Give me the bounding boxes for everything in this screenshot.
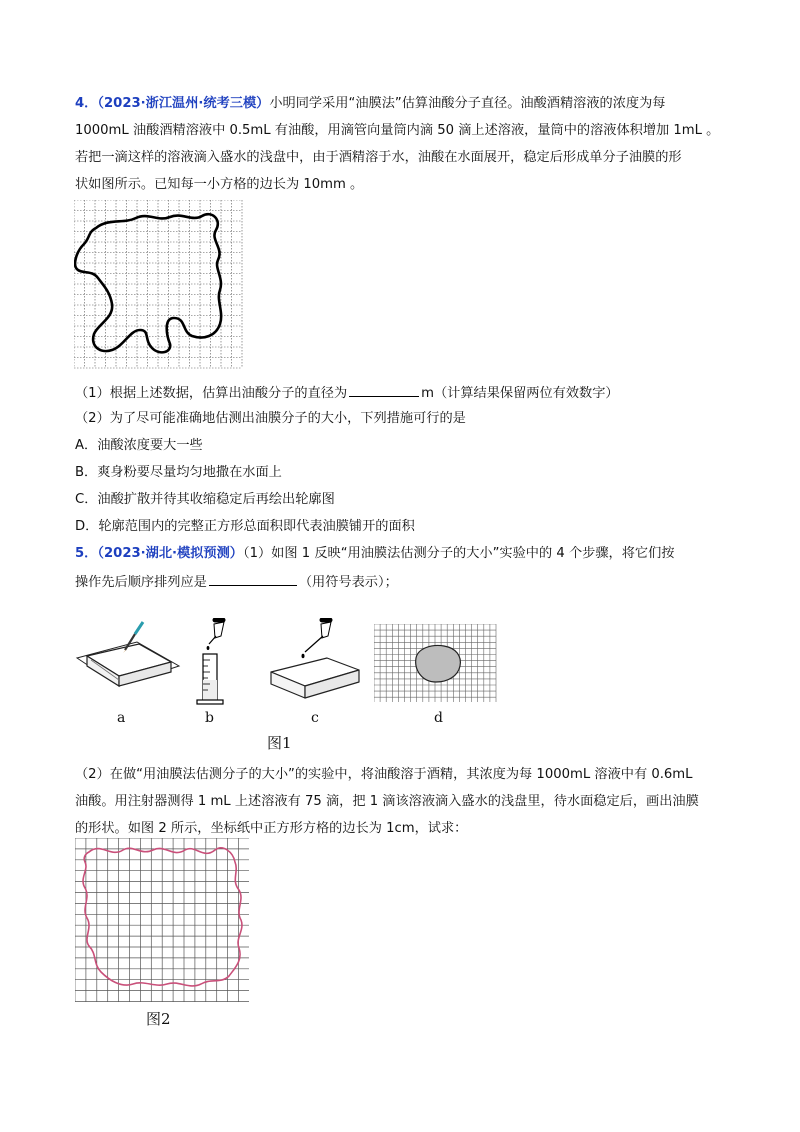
q4-sub1-answer-blank[interactable] [349, 383, 419, 397]
q5-number: 5． [75, 546, 98, 561]
fig1-caption: 图1 [267, 734, 292, 752]
fig2-oil-film-figure [75, 838, 251, 1004]
q4-line2: 1000mL 油酸酒精溶液中 0.5mL 有油酸，用滴管向量筒内滴 50 滴上述溶液，量筒中的溶液体积增加 1mL 。 [75, 123, 720, 138]
q4-sub1-unit: m（计算结果保留两位有效数字） [421, 386, 619, 401]
q4-option-c[interactable]: C．油酸扩散并待其收缩稳定后再绘出轮廓图 [75, 492, 335, 507]
q4-line4: 状如图所示。已知每一小方格的边长为 10mm 。 [75, 177, 364, 192]
q4-line3: 若把一滴这样的溶液滴入盛水的浅盘中，由于酒精溶于水，油酸在水面展开，稳定后形成单分子油膜的形 [75, 150, 682, 165]
q5-line2-post: （用符号表示）； [298, 575, 398, 590]
q4-oil-film-figure [74, 200, 244, 370]
q5-line2 [75, 572, 735, 592]
q5-sub2-line1: （2）在做“用油膜法估测分子的大小”的实验中，将油酸溶于酒精，其浓度为每 1000mL 溶液中有 0.6mL [75, 767, 693, 782]
q4-sub1-text: （1）根据上述数据，估算出油酸分子的直径为 [75, 386, 348, 401]
fig1-step-a [75, 620, 185, 702]
q5-order-answer-blank[interactable] [209, 572, 297, 586]
fig1-label-c: c [311, 710, 319, 726]
fig1-d-oil-film [416, 646, 461, 683]
q5-line1-text: （1）如图 1 反映“用油膜法估测分子的大小”实验中的 4 个步骤，将它们按 [243, 546, 675, 561]
q5-line2-text: 操作先后顺序排列应是 [75, 575, 207, 590]
fig1-step-c [265, 618, 365, 708]
q5-sub2-line3: 的形状。如图 2 所示，坐标纸中正方形方格的边长为 1cm，试求： [75, 821, 468, 836]
q5-line1 [75, 545, 735, 563]
q4-source: （2023·浙江温州·统考三模） [97, 96, 270, 111]
fig2-caption: 图2 [146, 1010, 171, 1028]
fig1-step-b [185, 618, 235, 708]
fig1-step-d [374, 624, 498, 704]
q4-line1 [75, 95, 735, 113]
q4-option-d[interactable]: D．轮廓范围内的完整正方形总面积即代表油膜铺开的面积 [75, 519, 415, 534]
q4-sub2: （2）为了尽可能准确地估测出油膜分子的大小，下列措施可行的是 [75, 411, 466, 426]
q4-sub1 [75, 383, 735, 403]
q4-option-b[interactable]: B．爽身粉要尽量均匀地撒在水面上 [75, 465, 282, 480]
q5-sub2-line2: 油酸。用注射器测得 1 mL 上述溶液有 75 滴，把 1 滴该溶液滴入盛水的浅盘里，待水面稳定后，画出油膜 [75, 794, 699, 809]
q4-option-a[interactable]: A．油酸浓度要大一些 [75, 438, 203, 453]
q5-source: （2023·湖北·模拟预测） [97, 546, 243, 561]
q4-oil-outline [75, 214, 221, 352]
fig1-label-d: d [434, 710, 443, 726]
q4-number: 4． [75, 96, 98, 111]
fig1-label-b: b [205, 710, 214, 726]
fig1-label-a: a [117, 710, 126, 726]
q4-line1-text: 小明同学采用“油膜法”估算油酸分子直径。油酸酒精溶液的浓度为每 [269, 96, 666, 111]
